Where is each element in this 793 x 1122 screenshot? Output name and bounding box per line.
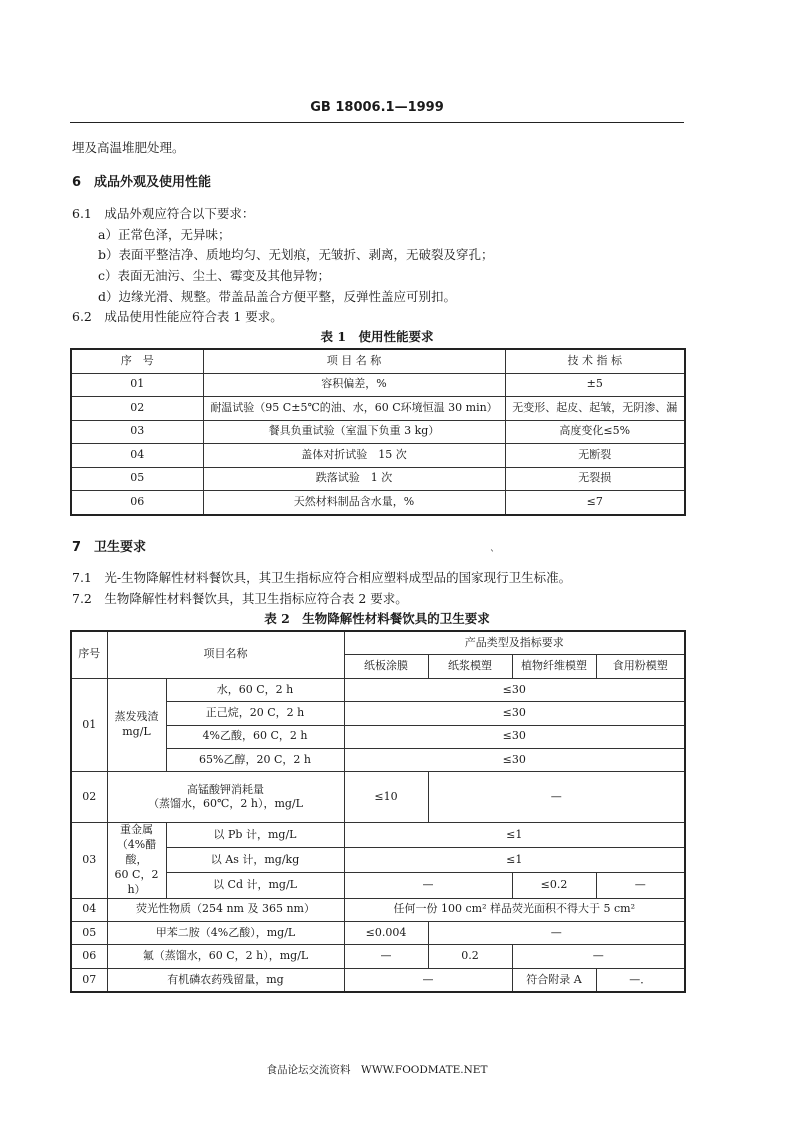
row-spec: 无裂损 [505, 467, 685, 491]
table-row [71, 467, 685, 491]
row-value: — [344, 945, 428, 968]
clause-6-1-b: b）表面平整洁净、质地均匀、无划痕，无皱折、剥离，无破裂及穿孔； [98, 247, 494, 262]
header-rule [70, 122, 684, 123]
row-item: 高锰酸钾消耗量 （蒸馏水，60℃，2 h），mg/L [107, 772, 344, 823]
table1-performance [70, 348, 686, 516]
row-no: 03 [71, 420, 203, 444]
row-value: 符合附录 A [512, 968, 596, 992]
header-no: 序号 [71, 631, 107, 678]
table-row [71, 373, 685, 397]
clause-6-2: 6.2 成品使用性能应符合表 1 要求。 [72, 309, 283, 324]
table-row [71, 945, 685, 968]
clause-7-2: 7.2 生物降解性材料餐饮具，其卫生指标应符合表 2 要求。 [72, 591, 408, 606]
table-header-row [71, 631, 685, 655]
row-item: 65%乙醇，20 C，2 h [166, 748, 344, 771]
table-row [71, 678, 685, 701]
section-6-heading: 6 成品外观及使用性能 [72, 175, 212, 190]
row-item: 容积偏差，% [203, 373, 505, 397]
row-item: 4%乙酸，60 C，2 h [166, 725, 344, 748]
table2-hygiene [70, 630, 686, 993]
row-item: 水，60 C，2 h [166, 678, 344, 701]
clause-6-1-c: c）表面无油污、尘土、霉变及其他异物； [98, 268, 331, 283]
row-group-label: 蒸发残渣 mg/L [107, 678, 166, 772]
row-no: 02 [71, 397, 203, 421]
row-item: 天然材料制品含水量，% [203, 491, 505, 515]
row-value: ≤30 [344, 748, 685, 771]
row-item: 以 As 计，mg/kg [166, 848, 344, 873]
row-value: ≤1 [344, 823, 685, 848]
row-no: 04 [71, 898, 107, 921]
row-group-label: 重金属 （4%醋酸， 60 C，2 h） [107, 823, 166, 898]
row-value: —． [596, 968, 685, 992]
table-row [71, 968, 685, 992]
header-group: 产品类型及指标要求 [344, 631, 685, 655]
standard-code: GB 18006.1—1999 [310, 100, 444, 115]
row-item: 正己烷，20 C，2 h [166, 702, 344, 725]
row-spec: 无断裂 [505, 444, 685, 468]
table-row [71, 491, 685, 515]
row-value: ≤30 [344, 702, 685, 725]
row-item: 餐具负重试验（室温下负重 3 kg） [203, 420, 505, 444]
row-item: 跌落试验 1 次 [203, 467, 505, 491]
row-item: 以 Cd 计，mg/L [166, 873, 344, 898]
table2-caption: 表 2 生物降解性材料餐饮具的卫生要求 [264, 611, 490, 626]
row-no: 03 [71, 823, 107, 898]
table-row [71, 823, 685, 848]
header-type: 植物纤维模塑 [512, 655, 596, 678]
section-7-heading: 7 卫生要求 [72, 540, 147, 555]
row-no: 06 [71, 945, 107, 968]
row-value: ≤30 [344, 678, 685, 701]
row-no: 04 [71, 444, 203, 468]
header-cell: 序 号 [71, 349, 203, 373]
row-value: ≤10 [344, 772, 428, 823]
header-cell: 项 目 名 称 [203, 349, 505, 373]
row-value: — [428, 921, 685, 944]
row-item: 氟（蒸馏水，60 C，2 h），mg/L [107, 945, 344, 968]
row-no: 07 [71, 968, 107, 992]
row-value: ≤0.2 [512, 873, 596, 898]
table-row [71, 420, 685, 444]
row-no: 02 [71, 772, 107, 823]
row-value: — [344, 873, 512, 898]
header-type: 纸浆模塑 [428, 655, 512, 678]
header-type: 食用粉模塑 [596, 655, 685, 678]
row-value: ≤30 [344, 725, 685, 748]
table-row [71, 444, 685, 468]
row-item: 荧光性物质（254 nm 及 365 nm） [107, 898, 344, 921]
row-spec: 高度变化≤5% [505, 420, 685, 444]
stray-mark: ` [490, 550, 495, 561]
table-row [71, 898, 685, 921]
table-header-row [71, 349, 685, 373]
row-spec: ±5 [505, 373, 685, 397]
row-item: 以 Pb 计，mg/L [166, 823, 344, 848]
row-value: ≤1 [344, 848, 685, 873]
header-type: 纸板涂膜 [344, 655, 428, 678]
clause-6-1-a: a）正常色泽，无异味； [98, 227, 231, 242]
row-spec: ≤7 [505, 491, 685, 515]
row-value: — [428, 772, 685, 823]
row-no: 01 [71, 373, 203, 397]
row-value: 0.2 [428, 945, 512, 968]
table1-caption: 表 1 使用性能要求 [320, 329, 434, 344]
footer-watermark: 食品论坛交流资料 WWW.FOODMATE.NET [266, 1064, 488, 1076]
header-item: 项目名称 [107, 631, 344, 678]
row-value: ≤0.004 [344, 921, 428, 944]
row-spec: 无变形、起皮、起皱，无阴渗、漏 [505, 397, 685, 421]
table-row [71, 397, 685, 421]
row-value: 任何一份 100 cm² 样品荧光面积不得大于 5 cm² [344, 898, 685, 921]
clause-6-1-d: d）边缘光滑、规整。带盖品盖合方便平整，反弹性盖应可别扣。 [98, 289, 457, 304]
row-item: 盖体对折试验 15 次 [203, 444, 505, 468]
row-no: 05 [71, 921, 107, 944]
row-value: — [512, 945, 685, 968]
row-item: 耐温试验（95 C±5℃的油、水，60 C环境恒温 30 min） [203, 397, 505, 421]
header-cell: 技 术 指 标 [505, 349, 685, 373]
row-item: 甲苯二胺（4%乙酸），mg/L [107, 921, 344, 944]
row-no: 01 [71, 678, 107, 772]
clause-6-1: 6.1 成品外观应符合以下要求： [72, 206, 255, 221]
table-row [71, 772, 685, 823]
carryover-text: 埋及高温堆肥处理。 [72, 140, 185, 155]
row-no: 06 [71, 491, 203, 515]
row-value: — [344, 968, 512, 992]
clause-7-1: 7.1 光-生物降解性材料餐饮具，其卫生指标应符合相应塑料成型品的国家现行卫生标准。 [72, 570, 572, 585]
row-no: 05 [71, 467, 203, 491]
table-row [71, 921, 685, 944]
row-value: — [596, 873, 685, 898]
row-item: 有机磷农药残留量，mg [107, 968, 344, 992]
